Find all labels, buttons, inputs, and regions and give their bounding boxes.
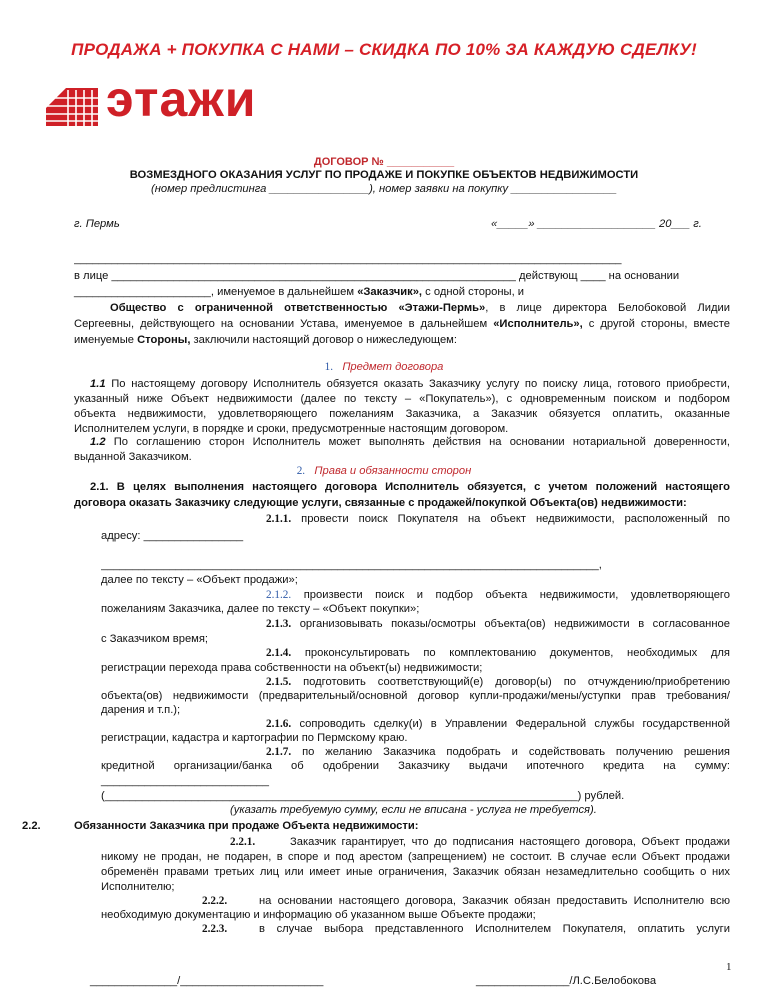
item-number: 2.1.5. [266, 676, 292, 688]
item-2-1-5-tail: дарения и т.п.); [101, 704, 181, 716]
item-2-1-1-address: адресу: ________________ [101, 530, 244, 542]
parties-text: заключили настоящий договор о нижеследующем: [190, 334, 457, 346]
clause-text: По настоящему договору Исполнитель обязуется оказать Заказчику услугу по поиску лица, готового приобрести, [105, 378, 730, 390]
parties-line-4 [74, 318, 730, 330]
parties-text: с другой стороны, вместе [582, 318, 730, 330]
section-2-2-title: Обязанности Заказчика при продаже Объекта недвижимости: [74, 820, 419, 832]
signature-left: ______________/_______________________ [90, 975, 324, 987]
parties-text: с одной стороны, и [422, 286, 525, 298]
section-number: 2. [296, 465, 306, 477]
executor-term: «Исполнитель», [493, 318, 583, 330]
blank-line: ________________________________________________________________________________________ [74, 253, 622, 265]
clause-1-2-line [90, 436, 730, 448]
clause-1-1-line: Исполнителем услуги, в порядке и сроки, предусмотренные настоящим договором. [74, 423, 509, 435]
contract-subtitle: (номер предлистинга ________________), номер заявки на покупку _________________ [150, 183, 617, 195]
contract-number: ДОГОВОР № ___________ [313, 156, 455, 168]
item-2-2-2-line: на основании настоящего договора, Заказчик обязан предоставить Исполнителю всю [259, 895, 730, 907]
item-2-1-5 [266, 676, 730, 688]
parties-line-1: в лице _________________________________________________________________ действующ ____ на основании [74, 270, 680, 282]
clause-1-2-line: выданной Заказчиком. [74, 451, 192, 463]
clause-2-1-line: договора оказать Заказчику следующие услуги, связанные с продажей/покупкой Объекта(ов) недвижимости: [74, 497, 687, 509]
item-2-2-1-line: Заказчик гарантирует, что до подписания настоящего договора, Объект продажи [290, 836, 730, 848]
item-2-2-1-line: никому не продан, не подарен, в споре и под арестом (запрещением) не состоит. В случае если Объект продажи [101, 851, 730, 863]
item-number: 2.2.3. [202, 923, 228, 935]
item-text: организовывать показы/осмотры объекта(ов) недвижимости в согласованное [291, 618, 730, 630]
section-2-2-number: 2.2. [22, 820, 41, 832]
item-number: 2.2.2. [202, 895, 228, 907]
parties-line-3 [110, 302, 730, 314]
section-number: 1. [324, 361, 333, 373]
parties-text: ______________________, именуемое в дальнейшем [74, 286, 358, 298]
item-2-2-1-line: Исполнителю; [101, 881, 175, 893]
customer-term: «Заказчик», [357, 286, 423, 298]
parties-line-5 [74, 334, 457, 346]
item-number: 2.1.3. [266, 618, 292, 630]
clause-1-1-line: объекта недвижимости, удовлетворяющего пожеланиям Заказчика, а Заказчик обязуется оплатить, оказанные [74, 408, 730, 420]
parties-text: именуемые [74, 334, 138, 346]
section-title: Предмет договора [342, 361, 444, 373]
item-2-2-2-number [202, 895, 227, 907]
item-2-1-7-amount: (____________________________________________________________________________) рублей. [101, 790, 625, 802]
section-2-heading [0, 465, 768, 477]
item-2-1-7 [266, 746, 730, 758]
clause-text: По соглашению сторон Исполнитель может выполнять действия на основании нотариальной доверенности, [105, 436, 730, 448]
item-text: произвести поиск и подбор объекта недвижимости, удовлетворяющего [291, 589, 730, 601]
item-number: 2.1.7. [266, 746, 292, 758]
parties-text: Сергеевны, действующего на основании Устава, именуемое в дальнейшем [74, 318, 494, 330]
place-text: г. Пермь [74, 218, 120, 230]
item-number: 2.1.1. [266, 513, 292, 525]
item-2-2-1-number [230, 836, 255, 848]
item-2-1-4-tail: регистрации перехода права собственности на объект(ы) недвижимости; [101, 662, 483, 674]
item-2-1-1-tail: далее по тексту – «Объект продажи»; [101, 574, 298, 586]
date-text: «_____» ___________________ 20___ г. [491, 218, 702, 230]
section-title: Права и обязанности сторон [314, 465, 472, 477]
clause-number: 1.1 [90, 378, 106, 390]
section-1-heading [0, 361, 768, 373]
item-2-2-1-line: обременён правами третьих лиц или имеет иные ограничения, Заказчик обязан незамедлительно сообщить о них [101, 866, 730, 878]
item-2-1-2-tail: пожеланиям Заказчика, далее по тексту – «Объект покупки»; [101, 603, 420, 615]
promo-banner: ПРОДАЖА + ПОКУПКА С НАМИ – СКИДКА ПО 10% ЗА КАЖДУЮ СДЕЛКУ! [71, 40, 697, 59]
item-2-2-2-line: необходимую документацию и информацию об указанном выше Объекте продажи; [101, 909, 536, 921]
item-2-1-1-line: ________________________________________________________________________________, [101, 559, 602, 571]
signature-right: _______________/Л.С.Белобокова [476, 975, 657, 987]
item-2-2-3-line: в случае выбора представленного Исполнителем Покупателя, оплатить услуги [259, 923, 730, 935]
clause-2-1-line: 2.1. В целях выполнения настоящего договора Исполнитель обязуется, с учетом положений настоящего [90, 481, 730, 493]
item-number: 2.1.2. [266, 589, 292, 601]
item-2-1-7-blank: ___________________________ [101, 775, 269, 787]
item-2-1-6-tail: регистрации, кадастра и картографии по Пермскому краю. [101, 732, 408, 744]
parties-line-2 [74, 286, 524, 298]
clause-number: 1.2 [90, 436, 106, 448]
item-number: 2.1.4. [266, 647, 292, 659]
item-2-1-1 [266, 513, 730, 525]
item-2-1-3 [266, 618, 730, 630]
building-logo-icon [46, 86, 98, 126]
item-2-1-2 [266, 589, 730, 601]
parties-text: , в лице директора Белобоковой Лидии [485, 302, 730, 314]
item-2-1-7-note: (указать требуемую сумму, если не вписана - услуга не требуется). [230, 804, 597, 816]
item-2-1-5-line: объекта(ов) недвижимости (предварительный/основной договор купли-продажи/мены/уступки прав требования/ [101, 690, 730, 702]
clause-1-1-line: указанный ниже Объект недвижимости (далее по тексту – «Покупатель»), с одновременным поиском и подбором [74, 393, 730, 405]
item-text: провести поиск Покупателя на объект недвижимости, расположенный по [291, 513, 730, 525]
item-text: по желанию Заказчика подобрать и содействовать получению решения [291, 746, 730, 758]
parties-term: Стороны, [137, 334, 191, 346]
contract-title: ВОЗМЕЗДНОГО ОКАЗАНИЯ УСЛУГ ПО ПРОДАЖЕ И ПОКУПКЕ ОБЪЕКТОВ НЕДВИЖИМОСТИ [129, 169, 639, 181]
item-2-1-7-line: кредитной организации/банка об одобрении Заказчику выдачи ипотечного кредита на сумму: [101, 760, 730, 772]
company-logo [46, 71, 257, 128]
company-name: Общество с ограниченной ответственностью «Этажи-Пермь» [110, 302, 486, 314]
item-text: подготовить соответствующий(е) договор(ы) по отчуждению/приобретению [291, 676, 730, 688]
item-2-1-3-tail: с Заказчиком время; [101, 633, 209, 645]
item-2-1-6 [266, 718, 730, 730]
item-2-1-4 [266, 647, 730, 659]
item-text: сопроводить сделку(и) в Управлении Федеральной службы государственной [291, 718, 730, 730]
page-number: 1 [726, 961, 732, 973]
item-number: 2.2.1. [230, 836, 256, 848]
logo-text: этажи [106, 71, 257, 127]
item-number: 2.1.6. [266, 718, 292, 730]
clause-1-1-line [90, 378, 730, 390]
item-text: проконсультировать по комплектованию документов, необходимых для [291, 647, 730, 659]
item-2-2-3-number [202, 923, 227, 935]
